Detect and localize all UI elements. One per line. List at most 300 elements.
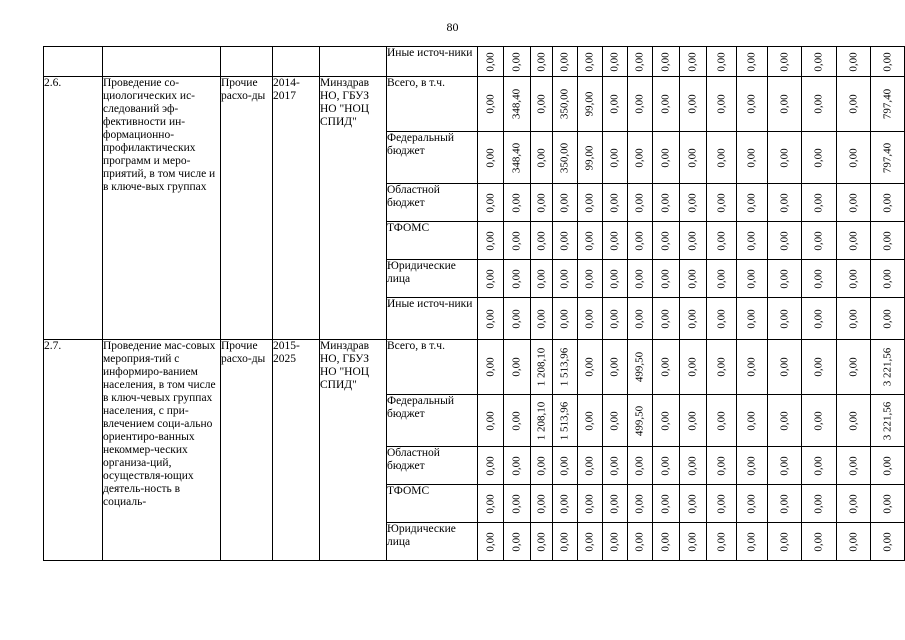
value-cell — [553, 395, 578, 447]
value-text: 0,00 — [778, 493, 790, 514]
value-cell — [707, 447, 737, 485]
value-text: 0,00 — [745, 493, 758, 514]
executor: Минздрав НО, ГБУЗ НО "НОЦ СПИД" — [320, 340, 387, 561]
value-cell — [768, 447, 802, 485]
value-cell — [603, 447, 628, 485]
value-text: 0,00 — [535, 493, 547, 514]
value-text: 0,00 — [510, 410, 523, 431]
value-text: 0,00 — [633, 192, 646, 213]
value-cell — [478, 485, 504, 523]
value-cell — [837, 77, 871, 132]
funding-source-label: Юридические лица — [387, 523, 478, 561]
value-cell — [478, 132, 504, 184]
value-cell — [871, 260, 905, 298]
value-text: 0,00 — [633, 531, 646, 552]
value-text: 0,00 — [510, 230, 523, 251]
value-cell — [802, 260, 837, 298]
value-text: 0,00 — [778, 357, 790, 377]
value-cell — [553, 222, 578, 260]
value-text: 0,00 — [558, 308, 571, 329]
value-text: 0,00 — [715, 357, 727, 377]
value-text: 0,00 — [745, 455, 758, 476]
value-cell — [707, 298, 737, 340]
value-cell — [628, 222, 653, 260]
value-text: 0,00 — [558, 531, 571, 552]
funding-source-label: Областной бюджет — [387, 184, 478, 222]
value-text: 0,00 — [608, 455, 621, 476]
value-cell — [553, 184, 578, 222]
value-text: 0,00 — [847, 192, 859, 213]
value-text: 0,00 — [633, 268, 646, 289]
value-cell — [802, 77, 837, 132]
value-cell — [603, 395, 628, 447]
value-cell — [531, 132, 553, 184]
value-cell — [603, 298, 628, 340]
period: 2014-2017 — [273, 77, 320, 340]
value-cell — [768, 222, 802, 260]
value-cell — [578, 47, 603, 77]
value-cell — [653, 132, 680, 184]
value-text: 348,40 — [510, 142, 523, 173]
value-text: 0,00 — [484, 230, 496, 251]
value-cell — [680, 485, 707, 523]
value-cell — [531, 222, 553, 260]
value-text: 0,00 — [608, 230, 621, 251]
value-text: 0,00 — [535, 308, 547, 329]
value-text: 0,00 — [659, 268, 672, 289]
executor: Минздрав НО, ГБУЗ НО "НОЦ СПИД" — [320, 77, 387, 340]
value-text: 0,00 — [812, 51, 825, 72]
value-cell — [653, 447, 680, 485]
value-text: 0,00 — [745, 230, 758, 251]
value-cell — [578, 298, 603, 340]
value-cell — [768, 395, 802, 447]
value-cell — [603, 222, 628, 260]
value-text: 0,00 — [633, 147, 646, 168]
value-text: 0,00 — [659, 51, 672, 72]
value-text: 0,00 — [745, 192, 758, 213]
value-text: 0,00 — [535, 51, 547, 72]
value-text: 0,00 — [510, 357, 523, 377]
value-text: 0,00 — [484, 493, 496, 514]
value-cell — [707, 222, 737, 260]
value-cell — [504, 260, 531, 298]
value-cell — [802, 340, 837, 395]
value-cell — [707, 523, 737, 561]
value-text: 0,00 — [686, 308, 699, 329]
funding-source-label: Всего, в т.ч. — [387, 340, 478, 395]
value-text: 0,00 — [583, 192, 596, 213]
value-text: 0,00 — [510, 192, 523, 213]
value-cell — [837, 222, 871, 260]
value-cell — [837, 395, 871, 447]
value-cell — [837, 447, 871, 485]
period-cell — [273, 47, 320, 77]
value-cell — [768, 47, 802, 77]
value-text: 0,00 — [881, 531, 893, 552]
value-text: 0,00 — [715, 147, 727, 168]
value-text: 0,00 — [633, 51, 646, 72]
value-cell — [603, 485, 628, 523]
value-text: 0,00 — [778, 51, 790, 72]
value-cell — [737, 184, 768, 222]
value-cell — [680, 184, 707, 222]
value-text: 0,00 — [659, 455, 672, 476]
value-text: 0,00 — [881, 268, 893, 289]
value-text: 0,00 — [608, 51, 621, 72]
value-text: 350,00 — [558, 142, 571, 173]
value-text: 0,00 — [558, 51, 571, 72]
value-cell — [871, 485, 905, 523]
value-cell — [707, 340, 737, 395]
value-cell — [628, 298, 653, 340]
value-cell — [653, 298, 680, 340]
value-text: 0,00 — [633, 230, 646, 251]
value-cell — [768, 523, 802, 561]
value-cell — [553, 447, 578, 485]
value-text: 99,00 — [583, 91, 596, 117]
value-text: 0,00 — [745, 531, 758, 552]
value-text: 0,00 — [847, 308, 859, 329]
value-text: 0,00 — [812, 357, 825, 377]
value-text: 0,00 — [608, 147, 621, 168]
period: 2015-2025 — [273, 340, 320, 561]
value-cell — [871, 184, 905, 222]
value-text: 0,00 — [484, 147, 496, 168]
value-cell — [504, 298, 531, 340]
value-cell — [478, 260, 504, 298]
value-cell — [578, 523, 603, 561]
value-cell — [707, 485, 737, 523]
value-text: 0,00 — [686, 455, 699, 476]
value-text: 0,00 — [484, 268, 496, 289]
value-text: 0,00 — [510, 493, 523, 514]
table-row — [44, 47, 905, 77]
value-text: 0,00 — [484, 410, 496, 431]
value-cell — [871, 47, 905, 77]
value-cell — [478, 184, 504, 222]
value-text: 0,00 — [847, 147, 859, 168]
value-cell — [628, 340, 653, 395]
value-cell — [680, 395, 707, 447]
value-text: 0,00 — [715, 455, 727, 476]
value-text: 1 208,10 — [535, 347, 547, 387]
value-text: 0,00 — [847, 493, 859, 514]
value-cell — [871, 132, 905, 184]
value-cell — [553, 77, 578, 132]
value-text: 0,00 — [812, 94, 825, 114]
value-cell — [578, 485, 603, 523]
value-cell — [603, 260, 628, 298]
value-text: 499,50 — [633, 351, 646, 383]
value-cell — [653, 184, 680, 222]
value-cell — [768, 132, 802, 184]
value-cell — [871, 447, 905, 485]
value-cell — [680, 222, 707, 260]
value-cell — [707, 395, 737, 447]
funding-source-label: Областной бюджет — [387, 447, 478, 485]
value-cell — [531, 47, 553, 77]
value-text: 0,00 — [608, 410, 621, 431]
value-text: 0,00 — [881, 308, 893, 329]
value-text: 0,00 — [881, 455, 893, 476]
value-cell — [531, 77, 553, 132]
value-text: 0,00 — [812, 192, 825, 213]
value-text: 0,00 — [847, 268, 859, 289]
value-cell — [628, 77, 653, 132]
value-cell — [478, 298, 504, 340]
value-text: 0,00 — [686, 94, 699, 114]
value-cell — [478, 77, 504, 132]
value-cell — [628, 485, 653, 523]
value-cell — [504, 523, 531, 561]
value-cell — [707, 77, 737, 132]
value-cell — [531, 340, 553, 395]
value-text: 0,00 — [778, 147, 790, 168]
value-text: 0,00 — [608, 192, 621, 213]
value-cell — [531, 523, 553, 561]
value-cell — [837, 132, 871, 184]
value-text: 0,00 — [510, 268, 523, 289]
funding-source-label: ТФОМС — [387, 222, 478, 260]
value-cell — [737, 47, 768, 77]
value-text: 0,00 — [745, 410, 758, 431]
value-text: 0,00 — [510, 308, 523, 329]
value-cell — [531, 485, 553, 523]
value-text: 0,00 — [847, 51, 859, 72]
value-cell — [628, 47, 653, 77]
value-text: 0,00 — [535, 531, 547, 552]
value-text: 0,00 — [745, 268, 758, 289]
value-text: 0,00 — [659, 192, 672, 213]
value-cell — [578, 132, 603, 184]
value-cell — [653, 260, 680, 298]
value-text: 0,00 — [847, 410, 859, 431]
value-cell — [478, 523, 504, 561]
value-cell — [504, 447, 531, 485]
value-text: 0,00 — [535, 192, 547, 213]
value-text: 0,00 — [686, 410, 699, 431]
value-cell — [871, 222, 905, 260]
value-cell — [578, 395, 603, 447]
value-text: 797,40 — [881, 142, 893, 173]
value-cell — [653, 485, 680, 523]
value-text: 0,00 — [686, 230, 699, 251]
value-text: 0,00 — [847, 455, 859, 476]
value-text: 0,00 — [847, 230, 859, 251]
value-text: 0,00 — [558, 192, 571, 213]
value-cell — [737, 340, 768, 395]
value-cell — [553, 260, 578, 298]
value-text: 0,00 — [745, 51, 758, 72]
value-text: 0,00 — [778, 268, 790, 289]
value-cell — [737, 222, 768, 260]
value-text: 0,00 — [608, 268, 621, 289]
item-number: 2.6. — [44, 77, 103, 340]
value-cell — [553, 47, 578, 77]
value-cell — [802, 184, 837, 222]
value-cell — [737, 447, 768, 485]
value-text: 0,00 — [686, 51, 699, 72]
value-text: 0,00 — [633, 455, 646, 476]
value-text: 0,00 — [847, 357, 859, 377]
value-cell — [478, 222, 504, 260]
value-text: 499,50 — [633, 405, 646, 436]
value-text: 0,00 — [812, 531, 825, 552]
value-text: 0,00 — [715, 531, 727, 552]
value-cell — [837, 260, 871, 298]
value-cell — [871, 298, 905, 340]
value-cell — [531, 260, 553, 298]
value-text: 0,00 — [881, 493, 893, 514]
value-cell — [504, 47, 531, 77]
value-cell — [478, 395, 504, 447]
value-cell — [737, 298, 768, 340]
value-cell — [628, 184, 653, 222]
value-text: 0,00 — [484, 357, 496, 377]
value-cell — [578, 184, 603, 222]
value-cell — [653, 222, 680, 260]
value-cell — [707, 260, 737, 298]
value-text: 0,00 — [778, 94, 790, 114]
value-cell — [680, 260, 707, 298]
value-cell — [504, 222, 531, 260]
value-cell — [578, 260, 603, 298]
value-cell — [553, 132, 578, 184]
value-cell — [768, 298, 802, 340]
value-cell — [837, 485, 871, 523]
value-text: 0,00 — [745, 308, 758, 329]
value-text: 0,00 — [484, 192, 496, 213]
value-text: 0,00 — [778, 308, 790, 329]
value-cell — [737, 485, 768, 523]
item-number: 2.7. — [44, 340, 103, 561]
value-cell — [737, 77, 768, 132]
table-row — [44, 77, 905, 132]
value-text: 0,00 — [608, 357, 621, 377]
value-text: 0,00 — [659, 357, 672, 377]
value-text: 0,00 — [715, 308, 727, 329]
value-cell — [768, 260, 802, 298]
value-cell — [603, 340, 628, 395]
value-cell — [707, 184, 737, 222]
value-cell — [531, 184, 553, 222]
value-text: 0,00 — [659, 410, 672, 431]
value-text: 0,00 — [812, 455, 825, 476]
value-text: 0,00 — [847, 531, 859, 552]
value-cell — [531, 447, 553, 485]
name-cell — [103, 47, 221, 77]
num-cell — [44, 47, 103, 77]
value-cell — [653, 523, 680, 561]
value-text: 0,00 — [583, 455, 596, 476]
value-text: 0,00 — [812, 493, 825, 514]
value-text: 0,00 — [659, 147, 672, 168]
value-text: 0,00 — [659, 94, 672, 114]
value-text: 0,00 — [812, 230, 825, 251]
value-cell — [680, 523, 707, 561]
value-text: 0,00 — [484, 94, 496, 114]
item-name: Проведение со-циологических ис-следований эф-фективности ин-формационно-профилактических программ и меро-приятий, в том числе и в ключе-вых группах — [103, 77, 221, 340]
funding-source-label: ТФОМС — [387, 485, 478, 523]
value-cell — [871, 77, 905, 132]
value-cell — [802, 222, 837, 260]
value-text: 0,00 — [778, 192, 790, 213]
value-text: 0,00 — [633, 94, 646, 114]
value-cell — [553, 485, 578, 523]
value-text: 0,00 — [535, 455, 547, 476]
value-cell — [837, 184, 871, 222]
value-cell — [504, 340, 531, 395]
value-cell — [802, 485, 837, 523]
value-cell — [628, 447, 653, 485]
value-text: 0,00 — [812, 268, 825, 289]
value-text: 0,00 — [659, 493, 672, 514]
value-text: 0,00 — [812, 410, 825, 431]
value-text: 0,00 — [583, 51, 596, 72]
value-text: 0,00 — [881, 230, 893, 251]
value-cell — [603, 184, 628, 222]
value-text: 797,40 — [881, 88, 893, 120]
value-cell — [707, 47, 737, 77]
value-text: 0,00 — [608, 493, 621, 514]
value-text: 0,00 — [608, 531, 621, 552]
value-cell — [653, 47, 680, 77]
value-cell — [680, 77, 707, 132]
value-text: 1 513,96 — [558, 401, 571, 440]
value-cell — [603, 47, 628, 77]
value-text: 0,00 — [881, 51, 893, 72]
value-text: 348,40 — [510, 88, 523, 120]
value-text: 0,00 — [583, 410, 596, 431]
value-cell — [531, 298, 553, 340]
value-text: 0,00 — [778, 531, 790, 552]
value-cell — [680, 298, 707, 340]
value-cell — [653, 395, 680, 447]
expense-type: Прочие расхо-ды — [221, 340, 273, 561]
value-text: 0,00 — [686, 268, 699, 289]
value-text: 0,00 — [558, 230, 571, 251]
budget-table — [43, 46, 905, 561]
value-cell — [768, 485, 802, 523]
value-cell — [504, 395, 531, 447]
value-cell — [837, 47, 871, 77]
value-text: 0,00 — [583, 308, 596, 329]
funding-source-label: Иные источ-ники — [387, 298, 478, 340]
value-text: 0,00 — [558, 493, 571, 514]
value-cell — [768, 184, 802, 222]
value-text: 0,00 — [583, 230, 596, 251]
value-cell — [768, 77, 802, 132]
value-cell — [768, 340, 802, 395]
value-text: 0,00 — [847, 94, 859, 114]
value-text: 0,00 — [633, 493, 646, 514]
funding-source-label: Федеральный бюджет — [387, 132, 478, 184]
value-text: 0,00 — [812, 147, 825, 168]
value-cell — [802, 395, 837, 447]
value-text: 0,00 — [659, 230, 672, 251]
value-cell — [837, 523, 871, 561]
value-text: 0,00 — [608, 94, 621, 114]
item-name: Проведение мас-совых мероприя-тий с информиро-ванием населения, в том числе в ключ-чевых группах населения, с при-влечением соци-ально ориентиро-ванных некоммер-ческих организа-ций, осуществля-ющих деятель-ность в социаль- — [103, 340, 221, 561]
value-text: 0,00 — [745, 147, 758, 168]
value-cell — [802, 447, 837, 485]
value-text: 0,00 — [715, 230, 727, 251]
value-cell — [802, 132, 837, 184]
value-cell — [680, 47, 707, 77]
table-row — [44, 340, 905, 395]
value-text: 0,00 — [812, 308, 825, 329]
